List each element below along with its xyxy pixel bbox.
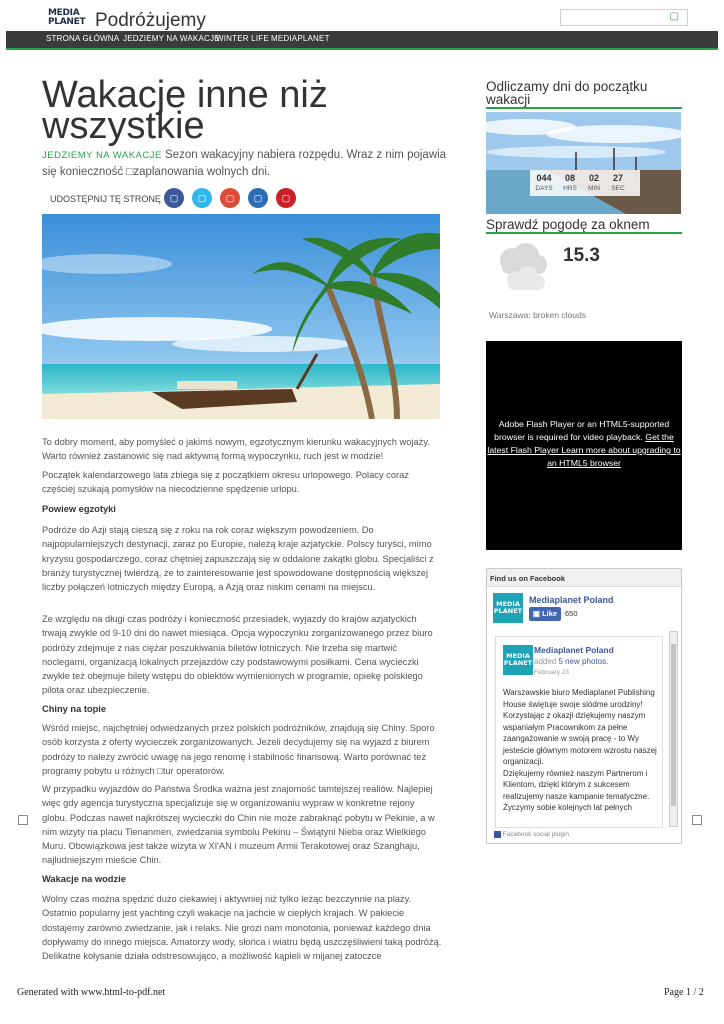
facebook-page-name[interactable]: Mediaplanet Poland (529, 595, 614, 605)
weather-description: Warszawa: broken clouds (489, 310, 587, 320)
facebook-icon (494, 831, 501, 838)
article-body (42, 502, 442, 516)
scrollbar-thumb[interactable] (671, 644, 676, 806)
pinterest-icon[interactable]: ▢ (276, 188, 296, 208)
nav-item-vacation[interactable]: JEDZIEMY NA WAKACJE (123, 34, 220, 43)
countdown-days: 044 (536, 173, 552, 183)
next-page-arrow-icon[interactable]: □ (692, 812, 702, 829)
article-body (42, 523, 442, 594)
logo-line-1: MEDIA (48, 9, 88, 18)
article-paragraph: Wśród miejsc, najchętniej odwiedzanych przez polskich podróżników, znajdują się Chiny. Sporo osób korzysta z oferty wycieczek zorganizowanych. Jeżeli decydujemy się na wyjazd z biurem podróży to należy zwrócić uwagę na jego renomę i stabilność finansową. Warto porównać też programy pobytu u różnych □tur operatorów. (42, 723, 435, 776)
cloud-icon (490, 242, 552, 303)
search-icon[interactable]: ▢ (669, 11, 679, 22)
countdown-sec-label: SEC (611, 185, 625, 192)
post-added-text: added (534, 657, 557, 666)
video-upgrade-link[interactable]: Get the latest Flash Player Learn more about upgrading to an HTML5 browser (487, 432, 681, 468)
logo-line-2: PLANET (48, 17, 86, 27)
google-plus-icon[interactable]: ▢ (220, 188, 240, 208)
main-nav (6, 31, 718, 50)
article-lead (42, 147, 452, 181)
article-body (42, 468, 442, 497)
site-title[interactable]: Podróżujemy (95, 10, 206, 31)
article-lead-text: Sezon wakacyjny nabiera rozpędu. Wraz z nim pojawia się konieczność □zaplanowania wolnych dni. (42, 149, 447, 178)
facebook-widget (486, 568, 682, 844)
nav-item-winter-life[interactable]: WINTER LIFE (216, 34, 269, 43)
article-title: Wakacje inne niż wszystkie (42, 74, 328, 147)
countdown-days-label: DAYS (535, 185, 553, 192)
article-paragraph: Podróże do Azji stają cieszą się z roku na rok coraz większym powodzeniem. Do najpopularniejszych destynacji, zaraz po Europie, należą kraje azjatyckie. Polscy turyści, mimo kryzysu gospodarczego, coraz chętniej zapuszczają się w oddalone zakątki globu. Specjaliści z branży turystycznej twierdzą, że to zainteresowanie jest spowodowane dostępnością większej liczby połączeń lotniczych między Europą, a Azją oraz niskim cenami na miejscu. (42, 525, 434, 593)
post-photos-link[interactable]: 5 new photos. (558, 657, 609, 666)
video-message-text: Adobe Flash Player or an HTML5-supported browser is required for video playback. (494, 419, 670, 442)
facebook-plugin-label[interactable]: Facebook social plugin (502, 831, 569, 839)
twitter-icon[interactable]: ▢ (192, 188, 212, 208)
generated-by-footer: Generated with www.html-to-pdf.net (17, 987, 166, 998)
article-category[interactable]: JEDZIEMY NA WAKACJE (42, 150, 162, 161)
article-body (42, 612, 442, 698)
countdown-title: Odliczamy dni do początku wakacji (486, 80, 682, 109)
article-paragraph: To dobry moment, aby pomyśleć o jakimś nowym, egzotycznym kierunku wakacyjnych wojaży. Warto również zastanowić się nad aktywną formą wypoczynku, ruch jest w modzie! (42, 437, 430, 462)
facebook-scrollbar[interactable] (669, 631, 678, 827)
post-action (534, 657, 608, 666)
countdown-min-label: MIN (588, 185, 600, 192)
like-count: 650 (565, 609, 578, 618)
linkedin-icon[interactable]: ▢ (248, 188, 268, 208)
countdown-min: 02 (588, 173, 599, 183)
countdown-widget (486, 112, 681, 214)
like-label: Like (542, 609, 558, 618)
mediaplanet-avatar[interactable]: MEDIA PLANET (493, 593, 523, 623)
video-player[interactable] (486, 341, 682, 550)
facebook-plugin-footer (494, 831, 569, 838)
article-body (42, 435, 442, 464)
article-body (42, 721, 442, 778)
section-heading: Powiew egzotyki (42, 504, 116, 514)
article-hero-image (42, 214, 440, 419)
thumbs-up-icon: ▣ (532, 609, 540, 618)
article-paragraph: W przypadku wyjazdów do Państwa Środka ważna jest znajomość tamtejszej realiów. Najlepiej więc gdy agencja turystyczna specjalizuje się w organizowaniu wypraw w konkretne rejony globu. Podczas nawet najkrótszej wycieczki do Chin nie może zabraknąć pobytu w Pekinie, a w nim wizyty na placu Tienanmen, zwiedzania symbolu Pekinu – Świątyni Nieba oraz Wielkiego Muru. Obowiązkowa jest także wizyta w XI'AN i muzeum Armii Terakotowej oraz Szanghaju, najludniejszym mieście Chin. (42, 784, 435, 866)
weather-title: Sprawdź pogodę za oknem (486, 218, 682, 234)
facebook-post (495, 636, 663, 828)
search-input[interactable] (560, 9, 688, 26)
countdown-timer (530, 170, 640, 196)
share-label: UDOSTĘPNIJ TĘ STRONĘ (50, 194, 161, 204)
article-body (42, 782, 442, 868)
article-body (42, 892, 442, 963)
post-date[interactable]: February 23 (534, 669, 570, 676)
section-heading: Wakacje na wodzie (42, 874, 126, 884)
countdown-hrs-label: HRS (563, 185, 577, 192)
section-heading: Chiny na topie (42, 704, 107, 714)
video-message (486, 418, 682, 470)
article-body (42, 872, 442, 886)
temperature-value: 15.3 (563, 245, 600, 266)
facebook-icon[interactable]: ▢ (164, 188, 184, 208)
post-author[interactable]: Mediaplanet Poland (534, 645, 614, 655)
post-text: Warszawskie biuro Mediaplanet Publishing House świętuje swoje siódme urodziny! Korzystając z okazji dziękujemy naszym wspaniałym Pracownikom za pełne zaangażowanie w swoją pracę - to Wy jesteście głównym motorem wzrostu naszej organizacji. Dziękujemy również naszym Partnerom i Klientom, dzięki którym z sukcesem realizujemy nasze kampanie tematyczne. Życzymy sobie kolejnych lat pełnych (503, 688, 657, 812)
page-number: Page 1 / 2 (664, 987, 704, 998)
countdown-sec: 27 (612, 173, 623, 183)
nav-item-mediaplanet[interactable]: MEDIAPLANET (271, 34, 330, 43)
post-avatar[interactable]: MEDIA PLANET (503, 645, 533, 675)
nav-item-home[interactable]: STRONA GŁÓWNA (46, 34, 120, 43)
article-paragraph: Wolny czas można spędzić dużo ciekawiej i aktywniej niż tylko leżąc bezczynnie na plaży. Ostatnio popularny jest yachting czyli wakacje na jachcie w ciepłych krajach. W pakiecie dostajemy zarówno zwiedzanie, jak i relaks. Nie grozi nam monotonia, ponieważ każdego dnia dopływamy do innego miejsca. Amatorzy wody, słońca i wiatru będą uszczęśliwieni taką podróżą. Delikatne kołysanie działa odstresowująco, a możliwość kąpieli w mijanej zatoczce (42, 894, 442, 962)
facebook-like-button[interactable] (529, 607, 561, 621)
mediaplanet-logo[interactable] (48, 9, 88, 29)
article-paragraph: Początek kalendarzowego lata zbiega się z początkiem okresu urlopowego. Polacy coraz częściej szukają pomysłów na niecodzienne spędzenie urlopu. (42, 470, 409, 495)
countdown-hrs: 08 (564, 173, 575, 183)
facebook-widget-header: Find us on Facebook (487, 569, 681, 587)
previous-page-arrow-icon[interactable]: □ (18, 812, 28, 829)
article-body (42, 702, 442, 716)
article-paragraph: Ze względu na długi czas podróży i konieczność przesiadek, wyjazdy do krajów azjatyckich trwają zwykle od 9-10 dni do nawet miesiąca. Opcja wypoczynku zorganizowanego przez biuro podróży zdejmuje z nas ciężar poszukiwania biletów lotniczych. Nie trzeba się martwić noclegami, organizacją lokalnych przejazdów czy podstawowymi posiłkami. Cena wycieczki zwykle też obejmuje bilety wstępu do obiektów wymienionych w programie, opiekę polskiego pilota oraz ubezpieczenie. (42, 614, 433, 696)
